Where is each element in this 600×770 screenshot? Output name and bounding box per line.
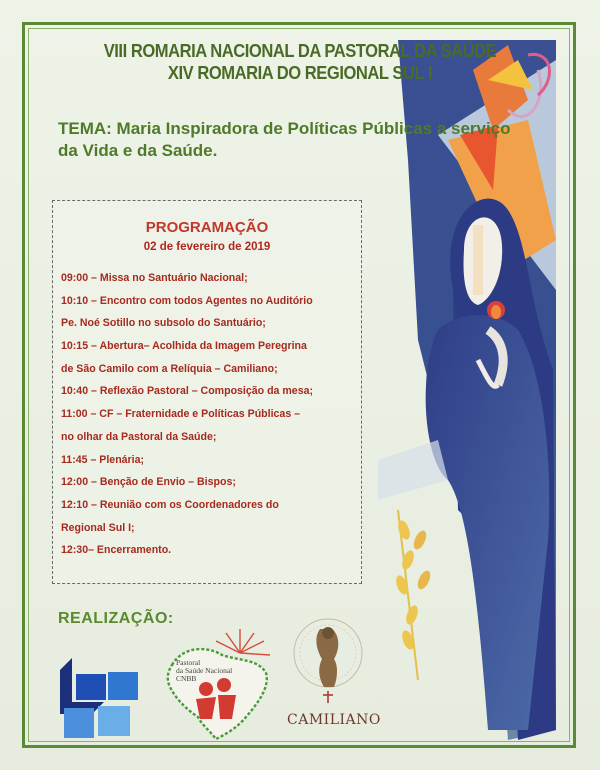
schedule-line: Regional Sul I; (61, 521, 135, 534)
cnbb-regional-logo (52, 650, 142, 742)
theme-line-1: TEMA: Maria Inspiradora de Políticas Públicas a serviço (58, 119, 511, 138)
schedule-box (52, 200, 362, 584)
brazil-map-icon (162, 625, 274, 743)
schedule-line: de São Camilo com a Relíquia – Camiliano; (61, 362, 278, 375)
schedule-line: 12:00 – Benção de Envio – Bispos; (61, 476, 236, 489)
theme-text (58, 118, 578, 162)
schedule-line: 10:15 – Abertura– Acolhida da Imagem Peregrina (61, 340, 307, 353)
pastoral-saude-logo (162, 625, 274, 743)
schedule-line: 12:30– Encerramento. (61, 544, 172, 557)
title-line-1: VIII ROMARIA NACIONAL DA PASTORAL DA SAÚDE (103, 41, 497, 61)
schedule-date: 02 de fevereiro de 2019 (143, 241, 271, 253)
schedule-line: 12:10 – Reunião com os Coordenadores do (61, 498, 279, 511)
schedule-line: 09:00 – Missa no Santuário Nacional; (61, 272, 248, 284)
theme-line-2: da Vida e da Saúde. (58, 141, 218, 160)
schedule-line: 10:40 – Reflexão Pastoral – Composição da mesa; (61, 385, 314, 398)
organizers-heading: REALIZAÇÃO: (58, 610, 174, 627)
schedule-line: 10:10 – Encontro com todos Agentes no Auditório (61, 294, 313, 307)
pastoral-label-3: CNBB (176, 674, 197, 683)
schedule-line: 11:45 – Plenária; (61, 453, 145, 466)
title-line-2: XIV ROMARIA DO REGIONAL SUL I (167, 63, 433, 83)
pastoral-label-2: da Saúde Nacional (176, 666, 233, 675)
schedule-line: 11:00 – CF – Fraternidade e Políticas Públicas – (61, 408, 301, 421)
pastoral-label-1: Pastoral (176, 658, 201, 667)
schedule-line: no olhar da Pastoral da Saúde; (61, 430, 217, 443)
schedule-line: Pe. Noé Sotillo no subsolo do Santuário; (61, 317, 266, 330)
schedule-list (61, 267, 361, 562)
camiliano-label: CAMILIANO (287, 712, 381, 728)
event-title (40, 40, 560, 84)
schedule-heading: PROGRAMAÇÃO (145, 219, 269, 236)
